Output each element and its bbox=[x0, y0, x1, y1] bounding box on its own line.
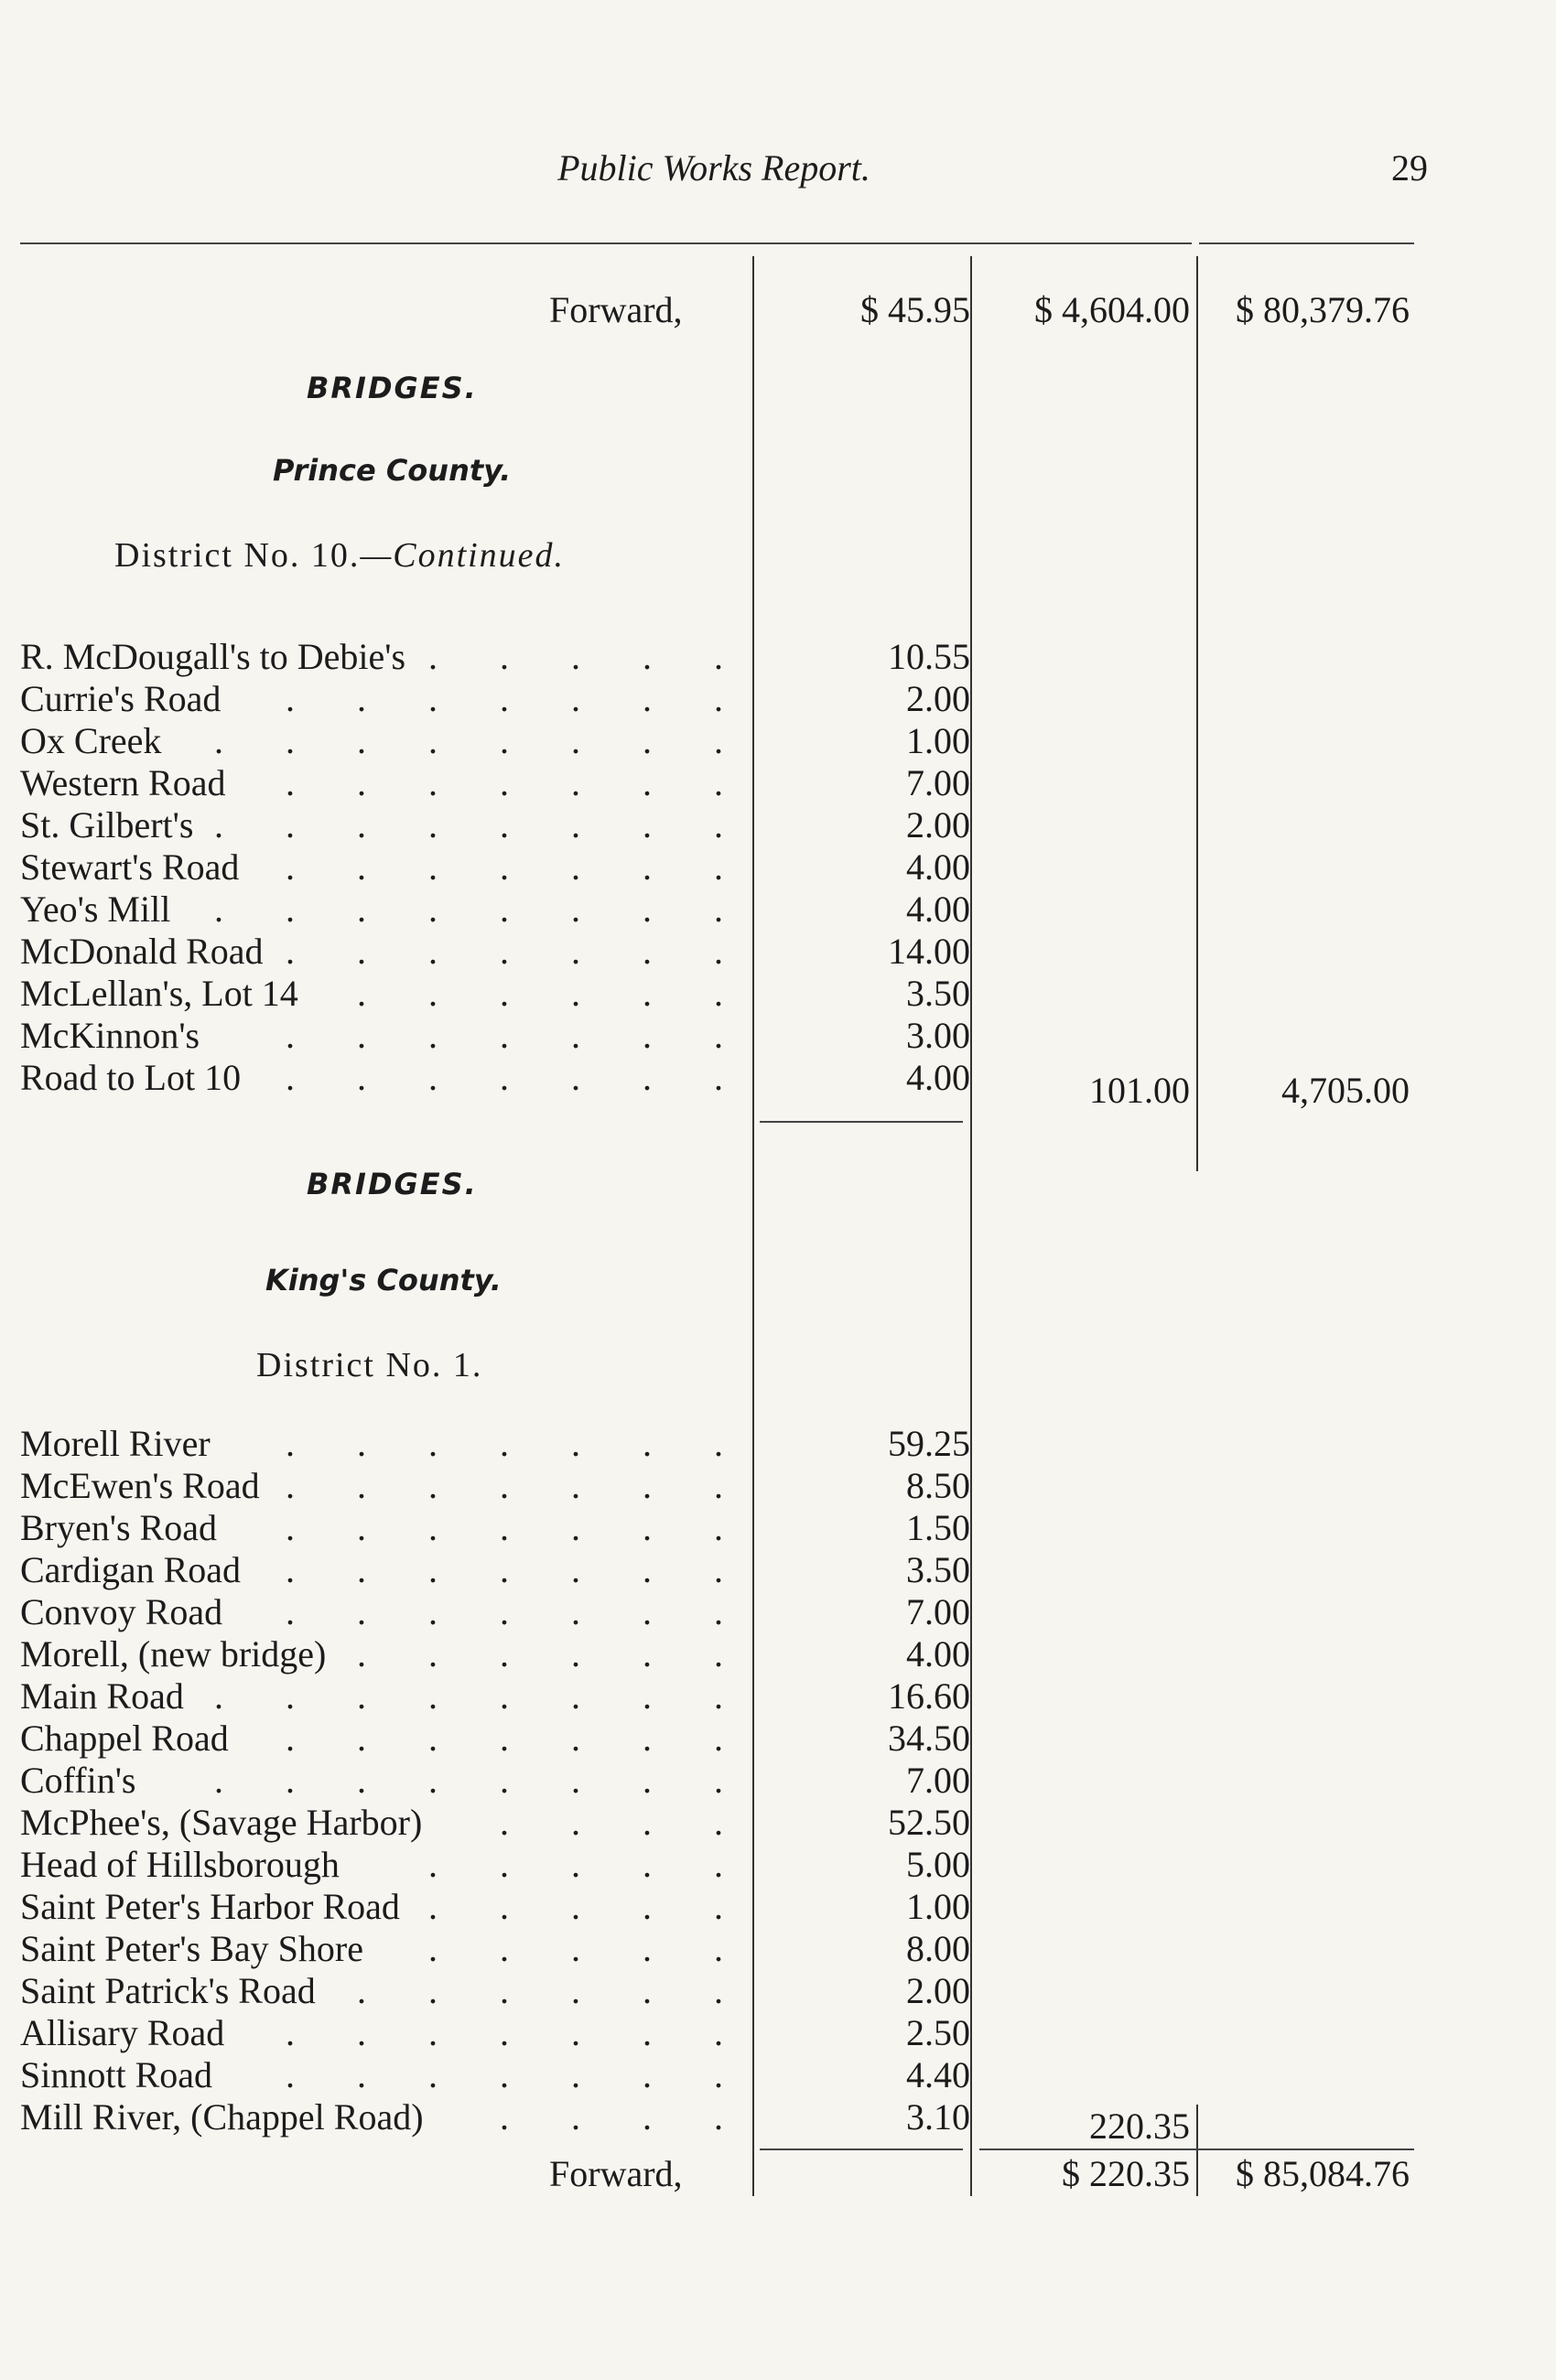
leader-dot: . bbox=[214, 888, 223, 930]
table-row bbox=[0, 1970, 1556, 2012]
leader-dot: . bbox=[500, 1844, 509, 1885]
table-row bbox=[0, 1423, 1556, 1465]
leader-dot: . bbox=[357, 1718, 366, 1759]
row-amount: 3.10 bbox=[906, 2096, 970, 2138]
leader-dot: . bbox=[357, 1423, 366, 1464]
leader-dot: . bbox=[428, 762, 438, 803]
leader-dot: . bbox=[714, 888, 723, 930]
leader-dot: . bbox=[500, 2012, 509, 2053]
leader-dot: . bbox=[428, 804, 438, 845]
leader-dot: . bbox=[286, 1718, 295, 1759]
leader-dot: . bbox=[500, 846, 509, 888]
leader-dot: . bbox=[428, 1507, 438, 1548]
row-label: Mill River, (Chappel Road) bbox=[20, 2096, 424, 2138]
leader-dot: . bbox=[500, 1423, 509, 1464]
forward-label-bottom: Forward, bbox=[549, 2153, 683, 2194]
row-label: Currie's Road bbox=[20, 678, 222, 719]
row-label: Yeo's Mill bbox=[20, 888, 171, 930]
leader-dot: . bbox=[571, 636, 580, 677]
row-amount: 1.00 bbox=[906, 720, 970, 761]
row-amount: 8.50 bbox=[906, 1465, 970, 1506]
leader-dot: . bbox=[500, 1507, 509, 1548]
leader-dot: . bbox=[643, 2054, 652, 2095]
leader-dot: . bbox=[714, 846, 723, 888]
forward-bottom-col2: $ 220.35 bbox=[1062, 2153, 1190, 2194]
leader-dot: . bbox=[500, 1760, 509, 1801]
row-label: Allisary Road bbox=[20, 2012, 225, 2053]
forward-top-col3: $ 80,379.76 bbox=[1236, 289, 1410, 330]
row-label: Convoy Road bbox=[20, 1591, 223, 1632]
row-amount: 3.50 bbox=[906, 973, 970, 1014]
leader-dot: . bbox=[500, 2096, 509, 2138]
row-label: Sinnott Road bbox=[20, 2054, 213, 2095]
leader-dot: . bbox=[500, 2054, 509, 2095]
table-row bbox=[0, 636, 1556, 678]
leader-dot: . bbox=[286, 720, 295, 761]
leader-dot: . bbox=[643, 1549, 652, 1590]
leader-dot: . bbox=[571, 931, 580, 972]
leader-dot: . bbox=[428, 973, 438, 1014]
row-amount: 14.00 bbox=[888, 931, 970, 972]
leader-dot: . bbox=[428, 1633, 438, 1675]
leader-dot: . bbox=[571, 1928, 580, 1969]
table-row bbox=[0, 2096, 1556, 2138]
table-row bbox=[0, 1465, 1556, 1507]
leader-dot: . bbox=[571, 1015, 580, 1056]
forward-rule-bottom bbox=[979, 2148, 1414, 2150]
leader-dot: . bbox=[428, 1465, 438, 1506]
leader-dot: . bbox=[286, 678, 295, 719]
leader-dot: . bbox=[500, 804, 509, 845]
leader-dot: . bbox=[286, 1423, 295, 1464]
section1-total: 4,705.00 bbox=[1281, 1070, 1410, 1111]
leader-dot: . bbox=[643, 678, 652, 719]
leader-dot: . bbox=[571, 888, 580, 930]
leader-dot: . bbox=[357, 1465, 366, 1506]
table-row bbox=[0, 2054, 1556, 2096]
leader-dot: . bbox=[286, 2012, 295, 2053]
leader-dot: . bbox=[643, 1802, 652, 1843]
district-heading-2: District No. 1. bbox=[256, 1346, 483, 1384]
leader-dot: . bbox=[428, 931, 438, 972]
table-row bbox=[0, 1718, 1556, 1760]
leader-dot: . bbox=[357, 1970, 366, 2011]
row-label: Saint Peter's Bay Shore bbox=[20, 1928, 363, 1969]
leader-dot: . bbox=[357, 1675, 366, 1717]
leader-dot: . bbox=[500, 720, 509, 761]
leader-dot: . bbox=[428, 1886, 438, 1927]
leader-dot: . bbox=[643, 804, 652, 845]
forward-label-top: Forward, bbox=[549, 289, 683, 330]
row-label: Cardigan Road bbox=[20, 1549, 242, 1590]
leader-dot: . bbox=[714, 1633, 723, 1675]
leader-dot: . bbox=[500, 1802, 509, 1843]
leader-dot: . bbox=[428, 636, 438, 677]
leader-dot: . bbox=[500, 931, 509, 972]
leader-dot: . bbox=[500, 1465, 509, 1506]
row-amount: 2.00 bbox=[906, 804, 970, 845]
leader-dot: . bbox=[643, 846, 652, 888]
leader-dot: . bbox=[714, 1970, 723, 2011]
leader-dot: . bbox=[286, 1549, 295, 1590]
table-row bbox=[0, 678, 1556, 720]
row-amount: 8.00 bbox=[906, 1928, 970, 1969]
row-amount: 5.00 bbox=[906, 1844, 970, 1885]
leader-dot: . bbox=[571, 1675, 580, 1717]
row-label: McLellan's, Lot 14 bbox=[20, 973, 298, 1014]
leader-dot: . bbox=[643, 1507, 652, 1548]
leader-dot: . bbox=[357, 1057, 366, 1098]
row-label: Morell River bbox=[20, 1423, 211, 1464]
leader-dot: . bbox=[500, 1970, 509, 2011]
leader-dot: . bbox=[500, 973, 509, 1014]
leader-dot: . bbox=[428, 1549, 438, 1590]
row-amount: 7.00 bbox=[906, 1591, 970, 1632]
leader-dot: . bbox=[286, 931, 295, 972]
table-row bbox=[0, 973, 1556, 1015]
leader-dot: . bbox=[214, 720, 223, 761]
row-label: Chappel Road bbox=[20, 1718, 229, 1759]
table-row bbox=[0, 888, 1556, 931]
leader-dot: . bbox=[214, 804, 223, 845]
leader-dot: . bbox=[714, 931, 723, 972]
leader-dot: . bbox=[428, 1928, 438, 1969]
leader-dot: . bbox=[714, 2096, 723, 2138]
leader-dot: . bbox=[643, 762, 652, 803]
leader-dot: . bbox=[357, 846, 366, 888]
row-amount: 7.00 bbox=[906, 1760, 970, 1801]
row-amount: 4.40 bbox=[906, 2054, 970, 2095]
row-amount: 3.50 bbox=[906, 1549, 970, 1590]
leader-dot: . bbox=[714, 1760, 723, 1801]
leader-dot: . bbox=[571, 1465, 580, 1506]
leader-dot: . bbox=[714, 973, 723, 1014]
leader-dot: . bbox=[214, 1760, 223, 1801]
row-label: Western Road bbox=[20, 762, 226, 803]
leader-dot: . bbox=[714, 1675, 723, 1717]
table-row bbox=[0, 1591, 1556, 1633]
leader-dot: . bbox=[643, 2096, 652, 2138]
running-head: Public Works Report. bbox=[557, 147, 870, 188]
row-amount: 2.00 bbox=[906, 1970, 970, 2011]
leader-dot: . bbox=[500, 1549, 509, 1590]
leader-dot: . bbox=[428, 1015, 438, 1056]
leader-dot: . bbox=[643, 1465, 652, 1506]
leader-dot: . bbox=[357, 973, 366, 1014]
leader-dot: . bbox=[286, 762, 295, 803]
leader-dot: . bbox=[643, 1760, 652, 1801]
forward-top-col2: $ 4,604.00 bbox=[1034, 289, 1190, 330]
leader-dot: . bbox=[714, 1591, 723, 1632]
row-label: Saint Peter's Harbor Road bbox=[20, 1886, 400, 1927]
leader-dot: . bbox=[428, 1675, 438, 1717]
table-row bbox=[0, 1549, 1556, 1591]
leader-dot: . bbox=[571, 1507, 580, 1548]
leader-dot: . bbox=[500, 1886, 509, 1927]
leader-dot: . bbox=[500, 1015, 509, 1056]
leader-dot: . bbox=[428, 678, 438, 719]
leader-dot: . bbox=[357, 804, 366, 845]
leader-dot: . bbox=[357, 888, 366, 930]
row-amount: 4.00 bbox=[906, 888, 970, 930]
leader-dot: . bbox=[643, 1015, 652, 1056]
leader-dot: . bbox=[500, 636, 509, 677]
leader-dot: . bbox=[571, 1970, 580, 2011]
leader-dot: . bbox=[643, 2012, 652, 2053]
row-label: McKinnon's bbox=[20, 1015, 200, 1056]
table-row bbox=[0, 804, 1556, 846]
leader-dot: . bbox=[714, 2012, 723, 2053]
table-row bbox=[0, 846, 1556, 888]
leader-dot: . bbox=[643, 1970, 652, 2011]
leader-dot: . bbox=[571, 762, 580, 803]
page-number: 29 bbox=[1391, 147, 1428, 188]
table-row bbox=[0, 2012, 1556, 2054]
leader-dot: . bbox=[428, 1591, 438, 1632]
row-label: Main Road bbox=[20, 1675, 184, 1717]
leader-dot: . bbox=[571, 1718, 580, 1759]
leader-dot: . bbox=[357, 2054, 366, 2095]
row-label: Head of Hillsborough bbox=[20, 1844, 340, 1885]
row-amount: 4.00 bbox=[906, 846, 970, 888]
leader-dot: . bbox=[286, 888, 295, 930]
table-row bbox=[0, 1633, 1556, 1675]
leader-dot: . bbox=[714, 1928, 723, 1969]
leader-dot: . bbox=[357, 1591, 366, 1632]
leader-dot: . bbox=[571, 1886, 580, 1927]
leader-dot: . bbox=[643, 1057, 652, 1098]
leader-dot: . bbox=[428, 2054, 438, 2095]
leader-dot: . bbox=[357, 1549, 366, 1590]
section-heading-2: BRIDGES. bbox=[307, 1167, 478, 1201]
leader-dot: . bbox=[571, 1549, 580, 1590]
leader-dot: . bbox=[286, 1015, 295, 1056]
leader-dot: . bbox=[714, 1844, 723, 1885]
leader-dot: . bbox=[714, 762, 723, 803]
row-amount: 1.50 bbox=[906, 1507, 970, 1548]
row-amount: 16.60 bbox=[888, 1675, 970, 1717]
leader-dot: . bbox=[500, 1057, 509, 1098]
leader-dot: . bbox=[357, 720, 366, 761]
leader-dot: . bbox=[500, 762, 509, 803]
leader-dot: . bbox=[714, 678, 723, 719]
leader-dot: . bbox=[357, 1633, 366, 1675]
header-rule-right bbox=[1199, 242, 1414, 244]
leader-dot: . bbox=[428, 1760, 438, 1801]
leader-dot: . bbox=[571, 1057, 580, 1098]
row-label: Saint Patrick's Road bbox=[20, 1970, 316, 2011]
leader-dot: . bbox=[286, 846, 295, 888]
row-amount: 2.00 bbox=[906, 678, 970, 719]
leader-dot: . bbox=[428, 888, 438, 930]
leader-dot: . bbox=[428, 1718, 438, 1759]
leader-dot: . bbox=[357, 2012, 366, 2053]
table-row bbox=[0, 1760, 1556, 1802]
table-row bbox=[0, 1507, 1556, 1549]
leader-dot: . bbox=[428, 1057, 438, 1098]
row-label: Road to Lot 10 bbox=[20, 1057, 242, 1098]
leader-dot: . bbox=[714, 1465, 723, 1506]
table-row bbox=[0, 931, 1556, 973]
leader-dot: . bbox=[643, 1718, 652, 1759]
row-amount: 7.00 bbox=[906, 762, 970, 803]
table-row bbox=[0, 1886, 1556, 1928]
row-label: Ox Creek bbox=[20, 720, 162, 761]
row-label: McEwen's Road bbox=[20, 1465, 260, 1506]
leader-dot: . bbox=[428, 1844, 438, 1885]
table-row bbox=[0, 1675, 1556, 1718]
leader-dot: . bbox=[428, 720, 438, 761]
leader-dot: . bbox=[571, 678, 580, 719]
amount-rule-bottom bbox=[760, 2148, 963, 2150]
leader-dot: . bbox=[500, 1928, 509, 1969]
leader-dot: . bbox=[286, 804, 295, 845]
leader-dot: . bbox=[643, 1423, 652, 1464]
leader-dot: . bbox=[500, 888, 509, 930]
leader-dot: . bbox=[643, 1591, 652, 1632]
leader-dot: . bbox=[286, 1057, 295, 1098]
leader-dot: . bbox=[714, 636, 723, 677]
leader-dot: . bbox=[571, 1760, 580, 1801]
row-label: St. Gilbert's bbox=[20, 804, 194, 845]
leader-dot: . bbox=[286, 1465, 295, 1506]
row-label: Coffin's bbox=[20, 1760, 136, 1801]
forward-top-col1: $ 45.95 bbox=[860, 289, 970, 330]
leader-dot: . bbox=[286, 1760, 295, 1801]
leader-dot: . bbox=[428, 2012, 438, 2053]
leader-dot: . bbox=[428, 1423, 438, 1464]
section2-subtotal: 220.35 bbox=[1089, 2105, 1190, 2147]
district-heading bbox=[114, 535, 565, 576]
leader-dot: . bbox=[714, 1015, 723, 1056]
leader-dot: . bbox=[286, 1507, 295, 1548]
leader-dot: . bbox=[214, 1675, 223, 1717]
leader-dot: . bbox=[571, 1844, 580, 1885]
row-amount: 4.00 bbox=[906, 1057, 970, 1098]
leader-dot: . bbox=[714, 1802, 723, 1843]
leader-dot: . bbox=[714, 804, 723, 845]
row-amount: 2.50 bbox=[906, 2012, 970, 2053]
leader-dot: . bbox=[714, 1718, 723, 1759]
leader-dot: . bbox=[643, 931, 652, 972]
leader-dot: . bbox=[571, 973, 580, 1014]
leader-dot: . bbox=[357, 931, 366, 972]
leader-dot: . bbox=[643, 973, 652, 1014]
row-label: McDonald Road bbox=[20, 931, 264, 972]
table-row bbox=[0, 1802, 1556, 1844]
district-suffix: —Continued. bbox=[360, 536, 566, 575]
header-rule bbox=[20, 242, 1192, 244]
county-heading: Prince County. bbox=[273, 453, 512, 488]
row-label: Bryen's Road bbox=[20, 1507, 217, 1548]
leader-dot: . bbox=[714, 1507, 723, 1548]
row-amount: 3.00 bbox=[906, 1015, 970, 1056]
leader-dot: . bbox=[571, 720, 580, 761]
row-amount: 34.50 bbox=[888, 1718, 970, 1759]
leader-dot: . bbox=[643, 1633, 652, 1675]
section1-subtotal: 101.00 bbox=[1089, 1070, 1190, 1111]
leader-dot: . bbox=[571, 2012, 580, 2053]
leader-dot: . bbox=[357, 762, 366, 803]
leader-dot: . bbox=[357, 1015, 366, 1056]
leader-dot: . bbox=[643, 636, 652, 677]
table-row bbox=[0, 1844, 1556, 1886]
section-heading: BRIDGES. bbox=[307, 371, 478, 405]
leader-dot: . bbox=[286, 1591, 295, 1632]
table-row bbox=[0, 1928, 1556, 1970]
row-label: R. McDougall's to Debie's bbox=[20, 636, 406, 677]
leader-dot: . bbox=[571, 2054, 580, 2095]
row-amount: 52.50 bbox=[888, 1802, 970, 1843]
row-label: Stewart's Road bbox=[20, 846, 240, 888]
leader-dot: . bbox=[714, 1549, 723, 1590]
leader-dot: . bbox=[643, 888, 652, 930]
leader-dot: . bbox=[428, 846, 438, 888]
county-heading-2: King's County. bbox=[265, 1263, 502, 1298]
leader-dot: . bbox=[714, 1886, 723, 1927]
leader-dot: . bbox=[357, 1507, 366, 1548]
row-label: McPhee's, (Savage Harbor) bbox=[20, 1802, 423, 1843]
leader-dot: . bbox=[571, 804, 580, 845]
leader-dot: . bbox=[643, 1844, 652, 1885]
leader-dot: . bbox=[571, 2096, 580, 2138]
subtotal-rule-1 bbox=[760, 1121, 963, 1123]
leader-dot: . bbox=[571, 846, 580, 888]
leader-dot: . bbox=[643, 720, 652, 761]
leader-dot: . bbox=[286, 1675, 295, 1717]
forward-bottom-col3: $ 85,084.76 bbox=[1236, 2153, 1410, 2194]
leader-dot: . bbox=[500, 1591, 509, 1632]
row-amount: 10.55 bbox=[888, 636, 970, 677]
leader-dot: . bbox=[571, 1591, 580, 1632]
leader-dot: . bbox=[428, 1970, 438, 2011]
leader-dot: . bbox=[500, 1633, 509, 1675]
leader-dot: . bbox=[286, 2054, 295, 2095]
leader-dot: . bbox=[571, 1423, 580, 1464]
leader-dot: . bbox=[357, 1760, 366, 1801]
leader-dot: . bbox=[500, 1675, 509, 1717]
leader-dot: . bbox=[714, 720, 723, 761]
row-amount: 59.25 bbox=[888, 1423, 970, 1464]
leader-dot: . bbox=[714, 1057, 723, 1098]
table-row bbox=[0, 762, 1556, 804]
leader-dot: . bbox=[500, 678, 509, 719]
row-amount: 1.00 bbox=[906, 1886, 970, 1927]
leader-dot: . bbox=[643, 1886, 652, 1927]
leader-dot: . bbox=[643, 1928, 652, 1969]
leader-dot: . bbox=[643, 1675, 652, 1717]
leader-dot: . bbox=[571, 1802, 580, 1843]
row-amount: 4.00 bbox=[906, 1633, 970, 1675]
leader-dot: . bbox=[714, 2054, 723, 2095]
row-label: Morell, (new bridge) bbox=[20, 1633, 327, 1675]
district-label: District No. 10. bbox=[114, 536, 361, 575]
table-row bbox=[0, 1015, 1556, 1057]
leader-dot: . bbox=[571, 1633, 580, 1675]
leader-dot: . bbox=[500, 1718, 509, 1759]
leader-dot: . bbox=[714, 1423, 723, 1464]
table-row bbox=[0, 720, 1556, 762]
leader-dot: . bbox=[357, 678, 366, 719]
